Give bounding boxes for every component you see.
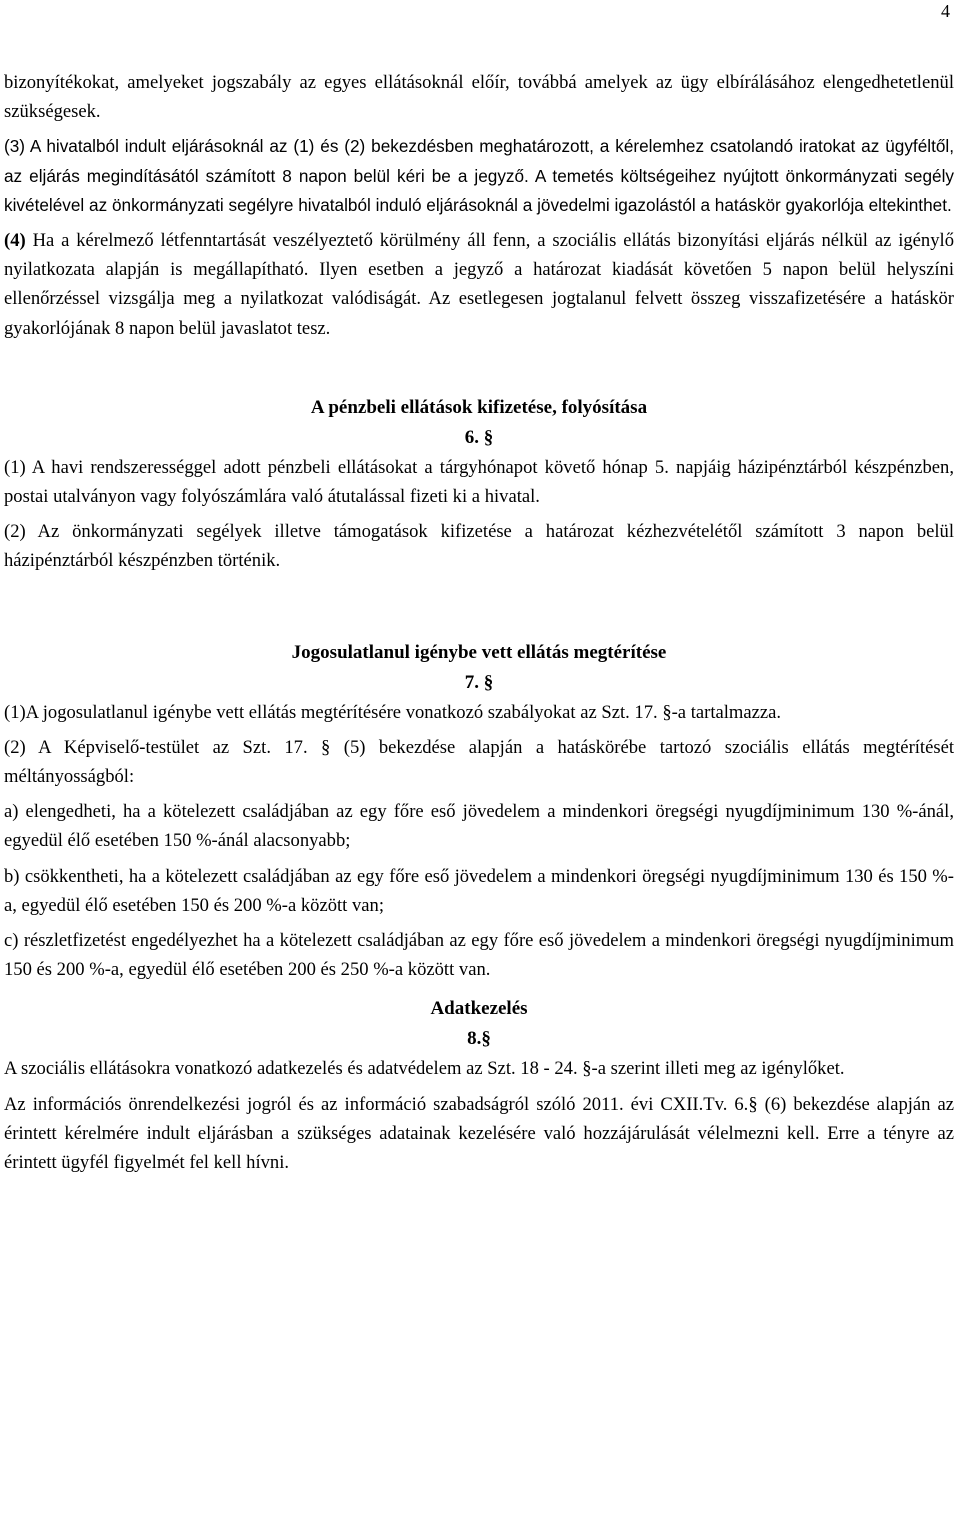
paragraph-8-1: A szociális ellátásokra vonatkozó adatkezelés és adatvédelem az Szt. 18 - 24. §-a szerint illeti meg az igénylőket. [4, 1058, 845, 1080]
section-number-7: 7. § [464, 671, 494, 693]
paragraph-4 [4, 226, 954, 343]
paragraph-7-1: (1)A jogosulatlanul igénybe vett ellátás megtérítésére vonatkozó szabályokat az Szt. 17. §-a tartalmazza. [4, 701, 782, 723]
paragraph-8-2: Az információs önrendelkezési jogról és az információ szabadságról szóló 2011. évi CXII.Tv. 6.§ (6) bekezdése alapján az érintett kérelmére indult eljárásban a szükséges adatainak kezelésére való hozzájárulását vélelmezni kell. Erre a tényre az érintett ügyfél figyelmét fel kell hívni. [4, 1093, 954, 1174]
paragraph-7-2: (2) A Képviselő-testület az Szt. 17. § (5) bekezdése alapján a hatáskörébe tartozó szociális ellátás megtérítését méltányosságból: [4, 736, 954, 788]
paragraph-3-funeral: A temetés költségeihez nyújtott önkormányzati segély kivételével az önkormányzati segélyre hivatalból induló eljárásoknál a jövedelmi igazolástól a hatáskör gyakorlója eltekinthet. [4, 165, 954, 215]
paragraph-6-1: (1) A havi rendszerességgel adott pénzbeli ellátásokat a tárgyhónapot követő hónap 5. napjáig házipénztárból készpénzben, postai utalványon vagy folyószámlára való átutalással fizeti ki a hivatal. [4, 456, 954, 508]
paragraph-3-main: (3) A hivatalból indult eljárásoknál az (1) és (2) bekezdésben meghatározott, a kérelemhez csatolandó iratokat az ügyféltől, az eljárás megindításától számított 8 napon belül kéri be a jegyző. [4, 136, 954, 186]
section-heading-data-handling: Adatkezelés [430, 998, 528, 1020]
list-item-b: b) csökkentheti, ha a kötelezett családjában az egy főre eső jövedelem a mindenkori öregségi nyugdíjminimum 130 és 150 %-a, egyedül élő esetében 150 és 200 %-a között van; [4, 865, 954, 916]
paragraph-3 [4, 132, 954, 220]
document-body [4, 68, 954, 1183]
paragraph-evidence: bizonyítékokat, amelyeket jogszabály az egyes ellátásoknál előír, továbbá amelyek az ügy elbírálásához elengedhetetlenül szükségesek. [4, 72, 954, 123]
section-heading-reimbursement: Jogosulatlanul igénybe vett ellátás megtérítése [291, 641, 667, 663]
paragraph-4-label: (4) [4, 230, 26, 252]
section-heading-payments: A pénzbeli ellátások kifizetése, folyósítása [310, 396, 648, 418]
section-number-6: 6. § [464, 426, 494, 448]
list-item-c: c) részletfizetést engedélyezhet ha a kötelezett családjában az egy főre eső jövedelem a mindenkori öregségi nyugdíjminimum 150 és 200 %-a, egyedül élő esetében 200 és 250 %-a között van. [4, 930, 954, 981]
paragraph-4-text: Ha a kérelmező létfenntartását veszélyeztető körülmény áll fenn, a szociális ellátás bizonyítási eljárás nélkül az igénylő nyilatkozata alapján is megállapítható. Ilyen esetben a jegyző a határozat kiadását követően 5 napon belül helyszíni ellenőrzéssel vizsgálja meg a nyilatkozat valódiságát. Az esetlegesen jogtalanul felvett összeg visszafizetésére a hatáskör gyakorlójának 8 napon belül javaslatot tesz. [4, 230, 954, 339]
page-number: 4 [941, 1, 950, 21]
spacer [4, 582, 954, 638]
spacer [4, 349, 954, 393]
section-number-8: 8.§ [467, 1028, 491, 1050]
paragraph-6-2: (2) Az önkormányzati segélyek illetve támogatások kifizetése a határozat kézhezvételétől számított 3 napon belül házipénztárból készpénzben történik. [4, 521, 954, 572]
list-item-a: a) elengedheti, ha a kötelezett családjában az egy főre eső jövedelem a mindenkori öregségi nyugdíjminimum 130 %-ánál, egyedül élő esetében 150 %-ánál alacsonyabb; [4, 801, 954, 852]
